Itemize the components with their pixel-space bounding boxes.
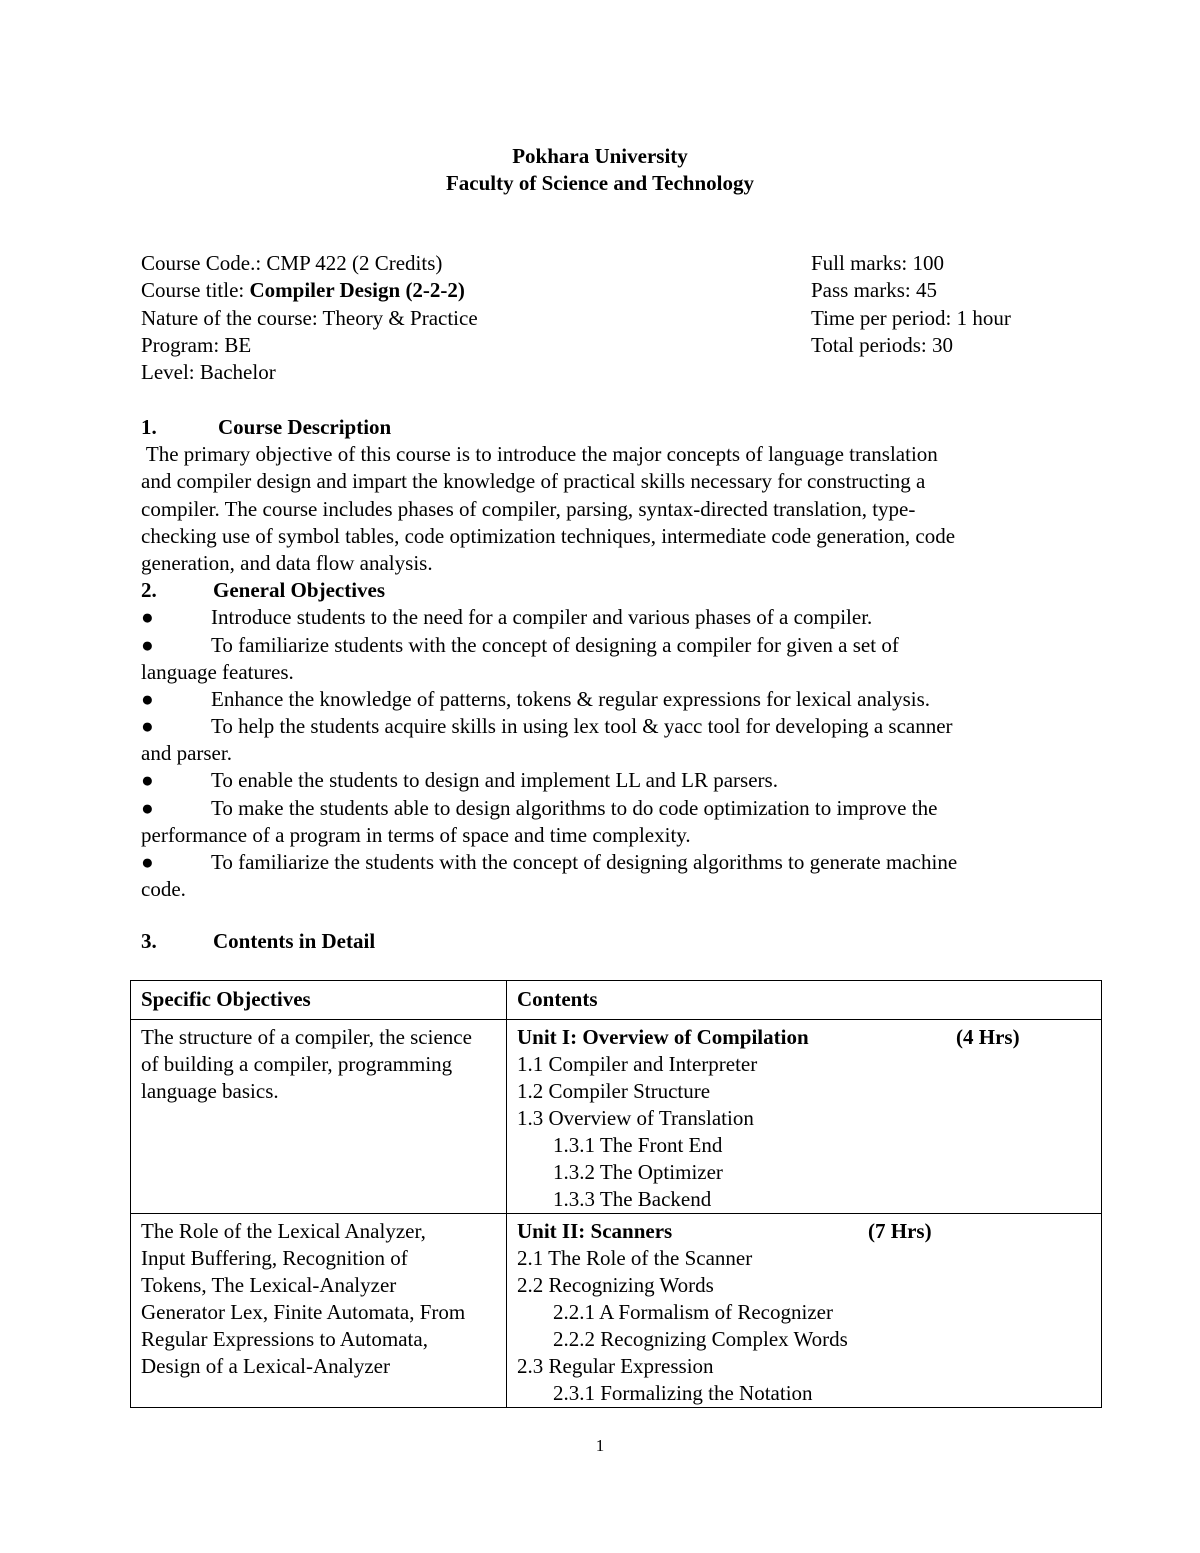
- section-2-number: 2.: [141, 578, 157, 603]
- pass-marks: Pass marks: 45: [811, 278, 937, 303]
- unit-heading: [517, 1024, 1091, 1051]
- description-line: checking use of symbol tables, code optimization techniques, intermediate code generation, code: [141, 523, 956, 548]
- list-item: [141, 767, 1061, 794]
- objective-line: The Role of the Lexical Analyzer,: [141, 1219, 426, 1243]
- content-item: 2.1 The Role of the Scanner: [517, 1246, 753, 1270]
- content-subitem: 1.3.2 The Optimizer: [553, 1160, 723, 1184]
- document-body: [141, 414, 1061, 903]
- section-3-heading: [141, 928, 375, 955]
- list-item-first-line: [141, 713, 1061, 740]
- course-info-right: [811, 250, 1111, 359]
- list-item-first-line: [141, 686, 1061, 713]
- table-row: [131, 1214, 1102, 1408]
- objectives-cell: [131, 1214, 507, 1408]
- course-level: Level: Bachelor: [141, 360, 276, 385]
- bullet-icon: ●: [141, 768, 154, 793]
- time-per-period: Time per period: 1 hour: [811, 305, 1011, 330]
- list-item: [141, 713, 1061, 767]
- objective-line: of building a compiler, programming: [141, 1052, 453, 1076]
- content-subitem: 2.2.2 Recognizing Complex Words: [553, 1327, 848, 1351]
- course-nature: Nature of the course: Theory & Practice: [141, 305, 478, 330]
- unit-hours: (7 Hrs): [868, 1219, 932, 1243]
- bullet-icon: ●: [141, 850, 154, 874]
- bullet-icon: ●: [141, 795, 154, 820]
- content-subitem: 2.2.1 A Formalism of Recognizer: [553, 1300, 833, 1324]
- list-item-continuation: performance of a program in terms of space and time complexity.: [141, 822, 691, 847]
- list-item-continuation: and parser.: [141, 741, 232, 766]
- list-item-text: To enable the students to design and implement LL and LR parsers.: [211, 768, 778, 793]
- content-item: 1.1 Compiler and Interpreter: [517, 1052, 758, 1076]
- contents-cell: [507, 1214, 1102, 1408]
- bullet-icon: ●: [141, 686, 154, 711]
- list-item-text: Enhance the knowledge of patterns, tokens & regular expressions for lexical analysis.: [211, 686, 931, 711]
- list-item-first-line: [141, 767, 1061, 794]
- objective-line: Design of a Lexical-Analyzer: [141, 1354, 390, 1378]
- table-row: [131, 1020, 1102, 1214]
- list-item-text: To help the students acquire skills in using lex tool & yacc tool for developing a scanner: [211, 714, 953, 739]
- content-item: 2.2 Recognizing Words: [517, 1273, 714, 1297]
- list-item-text: Introduce students to the need for a compiler and various phases of a compiler.: [211, 605, 873, 630]
- course-title-value: Compiler Design (2-2-2): [249, 278, 465, 303]
- document-header: [0, 143, 1200, 197]
- table-body: [131, 1020, 1102, 1408]
- course-description: [141, 441, 1061, 577]
- list-item: [141, 686, 1061, 713]
- course-info-left: [141, 250, 781, 386]
- content-subitem: 1.3.3 The Backend: [553, 1187, 712, 1211]
- description-line: generation, and data flow analysis.: [141, 550, 433, 575]
- list-item: [141, 849, 1061, 903]
- content-subitem: 1.3.1 The Front End: [553, 1133, 723, 1157]
- list-item: [141, 604, 1061, 631]
- objective-line: language basics.: [141, 1079, 279, 1103]
- section-2-title: General Objectives: [213, 578, 386, 603]
- unit-title: Unit II: Scanners: [517, 1219, 673, 1243]
- list-item: [141, 795, 1061, 849]
- objective-line: Generator Lex, Finite Automata, From: [141, 1300, 466, 1324]
- content-item: 2.3 Regular Expression: [517, 1354, 714, 1378]
- course-code: Course Code.: CMP 422 (2 Credits): [141, 251, 443, 275]
- faculty-name: Faculty of Science and Technology: [445, 171, 755, 195]
- list-item-first-line: [141, 795, 1061, 822]
- list-item-first-line: [141, 604, 1061, 631]
- list-item-first-line: [141, 632, 1061, 659]
- objective-line: Input Buffering, Recognition of: [141, 1246, 408, 1270]
- section-1-title: Course Description: [218, 415, 392, 439]
- course-title-line: [141, 277, 781, 304]
- table-header-row: [131, 981, 1102, 1020]
- description-line: and compiler design and impart the knowledge of practical skills necessary for constructing a: [141, 469, 926, 494]
- objective-line: Tokens, The Lexical-Analyzer: [141, 1273, 397, 1297]
- unit-heading: [517, 1218, 1091, 1245]
- bullet-icon: ●: [141, 605, 154, 630]
- list-item-text: To familiarize students with the concept of designing a compiler for given a set of: [211, 632, 899, 657]
- list-item-continuation: language features.: [141, 659, 294, 684]
- section-3-title: Contents in Detail: [213, 929, 376, 953]
- contents-table: [130, 980, 1102, 1408]
- section-3-number: 3.: [141, 929, 157, 953]
- list-item-first-line: [141, 849, 1061, 876]
- list-item-text: To make the students able to design algorithms to do code optimization to improve the: [211, 795, 938, 820]
- content-subitem: 2.3.1 Formalizing the Notation: [553, 1381, 813, 1405]
- description-line: compiler. The course includes phases of compiler, parsing, syntax-directed translation, type-: [141, 496, 916, 521]
- list-item: [141, 632, 1061, 686]
- total-periods: Total periods: 30: [811, 332, 954, 357]
- section-2-heading: [141, 577, 1061, 604]
- objective-line: The structure of a compiler, the science: [141, 1025, 472, 1049]
- bullet-icon: ●: [141, 714, 154, 739]
- page-number: 1: [595, 1436, 605, 1455]
- university-name: Pokhara University: [512, 144, 688, 168]
- list-item-continuation: code.: [141, 877, 186, 902]
- objectives-cell: [131, 1020, 507, 1214]
- section-1-heading: [141, 414, 1061, 441]
- content-item: 1.3 Overview of Translation: [517, 1106, 754, 1130]
- course-program: Program: BE: [141, 332, 252, 357]
- unit-title: Unit I: Overview of Compilation: [517, 1025, 809, 1049]
- list-item-text: To familiarize the students with the concept of designing algorithms to generate machine: [211, 850, 958, 874]
- general-objectives-list: [141, 604, 1061, 903]
- header-contents: Contents: [507, 981, 1102, 1020]
- description-line: The primary objective of this course is to introduce the major concepts of language translation: [141, 442, 938, 467]
- objective-line: Regular Expressions to Automata,: [141, 1327, 428, 1351]
- course-title-label: Course title:: [141, 278, 245, 303]
- bullet-icon: ●: [141, 632, 154, 657]
- full-marks: Full marks: 100: [811, 251, 945, 275]
- unit-hours: (4 Hrs): [956, 1025, 1020, 1049]
- contents-cell: [507, 1020, 1102, 1214]
- content-item: 1.2 Compiler Structure: [517, 1079, 711, 1103]
- section-1-number: 1.: [141, 415, 157, 439]
- header-specific-objectives: Specific Objectives: [131, 981, 507, 1020]
